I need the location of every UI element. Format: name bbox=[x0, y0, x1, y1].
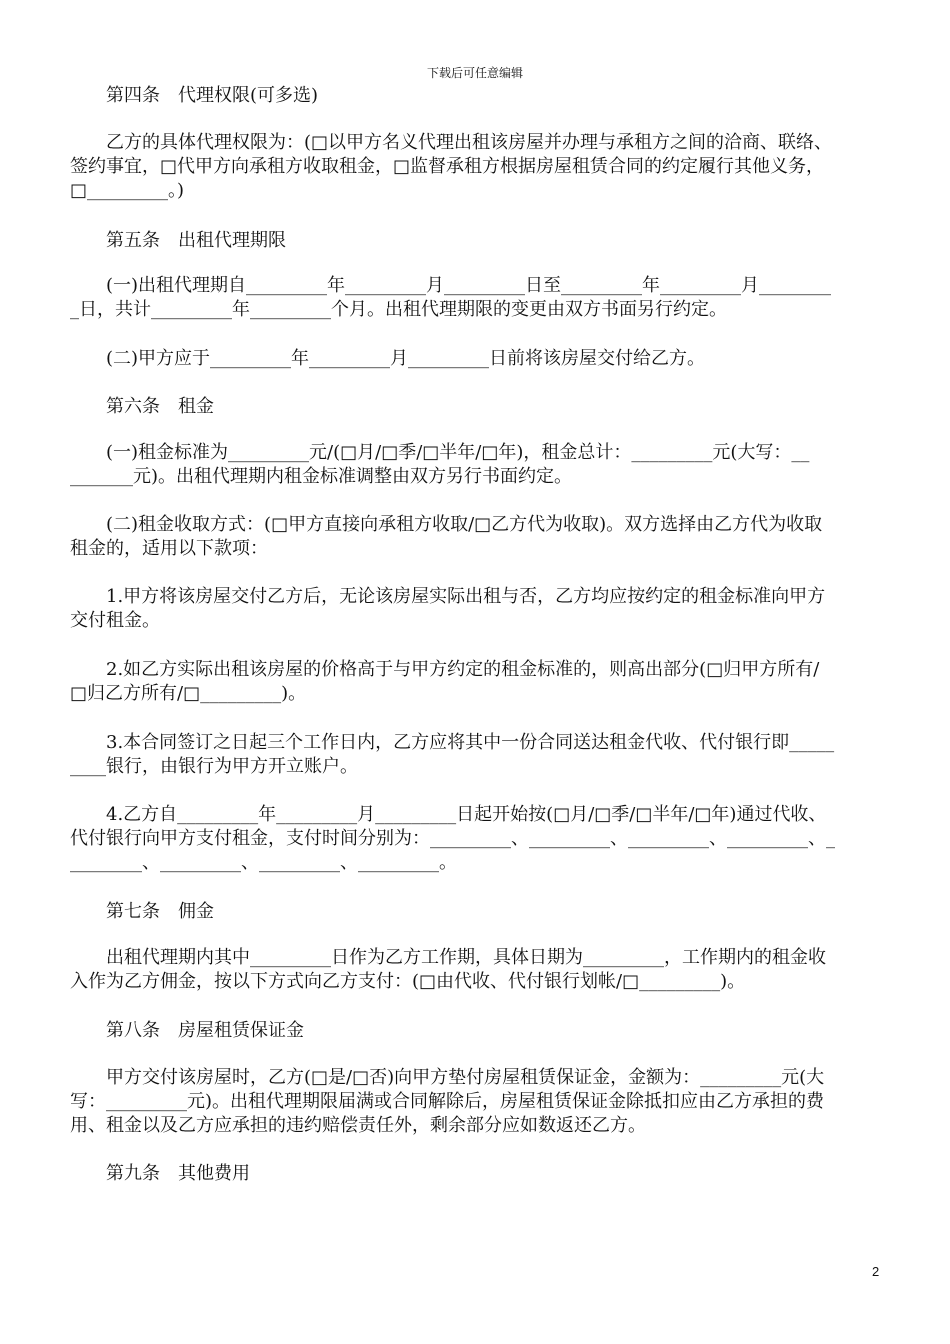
text-line: 2.如乙方实际出租该房屋的价格高于与甲方约定的租金标准的，则高出部分(□归甲方所有/ bbox=[106, 659, 820, 680]
text-line: 第八条 房屋租赁保证金 bbox=[106, 1020, 304, 1041]
section-heading-article-7 bbox=[70, 900, 884, 924]
text-line: 第九条 其他费用 bbox=[106, 1163, 250, 1184]
paragraph-item-2 bbox=[70, 658, 884, 706]
section-heading-article-6 bbox=[70, 395, 884, 419]
paragraph-item-4 bbox=[70, 803, 884, 875]
text-line: 乙方的具体代理权限为：(□以甲方名义代理出租该房屋并办理与承租方之间的洽商、联络、 bbox=[106, 132, 833, 153]
text-line: 第六条 租金 bbox=[106, 396, 214, 417]
paragraph-item-1 bbox=[70, 585, 884, 633]
paragraph-agency-authority bbox=[70, 131, 884, 203]
page-header: 下载后可任意编辑 bbox=[426, 66, 523, 80]
text-line: ________、_________、_________、_________。 bbox=[70, 852, 457, 873]
text-line: 甲方交付该房屋时，乙方(□是/□否)向甲方垫付房屋租赁保证金，金额为：_________元(大 bbox=[106, 1067, 825, 1088]
paragraph-rent-collection bbox=[70, 513, 884, 561]
page-number: 2 bbox=[872, 1264, 880, 1279]
text-line: (二)租金收取方式：(□甲方直接向承租方收取/□乙方代为收取)。双方选择由乙方代为收取 bbox=[106, 514, 823, 535]
text-line: (二)甲方应于_________年_________月_________日前将该房屋交付给乙方。 bbox=[106, 348, 706, 369]
section-heading-article-8 bbox=[70, 1019, 884, 1043]
text-line: (一)出租代理期自_________年_________月_________日至_________年_________月________ bbox=[106, 275, 832, 296]
paragraph-rent-standard bbox=[70, 441, 884, 489]
section-heading-article-4 bbox=[70, 84, 884, 108]
text-line: _______元)。出租代理期内租金标准调整由双方另行书面约定。 bbox=[70, 466, 573, 487]
text-line: 4.乙方自_________年_________月_________日起开始按(□月/□季/□半年/□年)通过代收、 bbox=[106, 804, 827, 825]
text-line: ____银行，由银行为甲方开立账户。 bbox=[70, 756, 358, 777]
text-line: 写：_________元)。出租代理期限届满或合同解除后，房屋租赁保证金除抵扣应由乙方承担的费 bbox=[70, 1091, 825, 1112]
text-line: 第五条 出租代理期限 bbox=[106, 230, 286, 251]
text-line: 第七条 佣金 bbox=[106, 901, 214, 922]
text-line: 入作为乙方佣金，按以下方式向乙方支付：(□由代收、代付银行划帐/□_________)。 bbox=[70, 971, 746, 992]
paragraph-commission bbox=[70, 946, 884, 994]
text-line: □_________。) bbox=[70, 180, 185, 201]
text-line: 1.甲方将该房屋交付乙方后，无论该房屋实际出租与否，乙方均应按约定的租金标准向甲方 bbox=[106, 586, 826, 607]
paragraph-handover-date bbox=[70, 347, 884, 371]
text-line: 用、租金以及乙方应承担的违约赔偿责任外，剩余部分应如数返还乙方。 bbox=[70, 1115, 646, 1136]
text-line: 出租代理期内其中_________日作为乙方工作期，具体日期为_________，工作期内的租金收 bbox=[106, 947, 826, 968]
paragraph-security-deposit bbox=[70, 1066, 884, 1138]
text-line: 租金的，适用以下款项： bbox=[70, 538, 268, 559]
text-line: (一)租金标准为_________元/(□月/□季/□半年/□年)，租金总计：_________元(大写：__ bbox=[106, 442, 810, 463]
text-line: □归乙方所有/□_________)。 bbox=[70, 683, 307, 704]
paragraph-agency-period bbox=[70, 274, 884, 322]
text-line: 代付银行向甲方支付租金，支付时间分别为：_________、_________、_________、_________、_ bbox=[70, 828, 835, 849]
text-line: 签约事宜，□代甲方向承租方收取租金，□监督承租方根据房屋租赁合同的约定履行其他义务， bbox=[70, 156, 825, 177]
text-line: 第四条 代理权限(可多选) bbox=[106, 85, 319, 106]
text-line: _日，共计_________年_________个月。出租代理期限的变更由双方书面另行约定。 bbox=[70, 299, 727, 320]
section-heading-article-9 bbox=[70, 1162, 884, 1186]
text-line: 3.本合同签订之日起三个工作日内，乙方应将其中一份合同送达租金代收、代付银行即_____ bbox=[106, 732, 835, 753]
text-line: 交付租金。 bbox=[70, 610, 160, 631]
paragraph-item-3 bbox=[70, 731, 884, 779]
section-heading-article-5 bbox=[70, 229, 884, 253]
